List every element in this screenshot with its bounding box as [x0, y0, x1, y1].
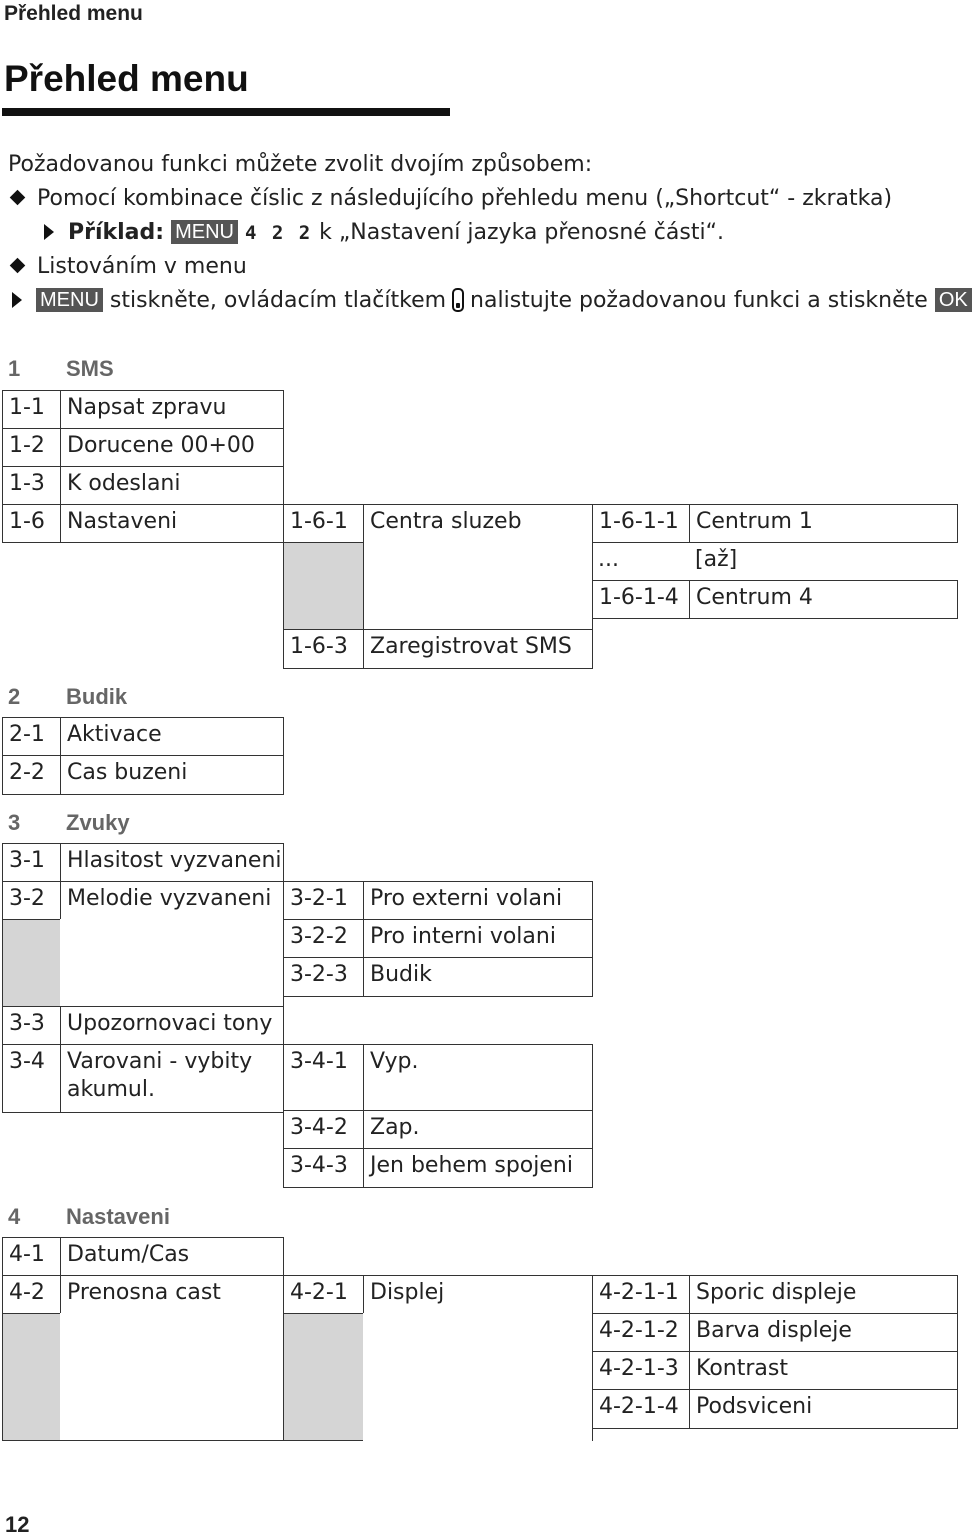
menu-item: Datum/Cas [60, 1237, 284, 1276]
menu-item: Barva displeje [689, 1313, 958, 1352]
blank-cell [363, 1313, 593, 1441]
menu-code: 4-2-1-3 [592, 1351, 690, 1390]
ok-key-icon: OK [935, 288, 972, 312]
menu-item: Aktivace [60, 717, 284, 756]
menu-item: Zap. [363, 1110, 593, 1149]
browse-step-text-1: stiskněte, ovládacím tlačítkem [109, 288, 447, 313]
arrow-step-icon [44, 224, 54, 240]
menu-code: 2-2 [2, 755, 61, 795]
diamond-bullet-icon [10, 258, 26, 274]
navigation-key-icon [452, 288, 464, 312]
menu-item: Napsat zpravu [60, 390, 284, 429]
menu-code: 1-6-1-4 [592, 580, 690, 619]
menu-code: 1-2 [2, 428, 61, 467]
bullet-shortcut [8, 182, 892, 216]
diamond-bullet-icon [10, 190, 26, 206]
menu-item: Centrum 4 [689, 580, 958, 619]
example-digits: 4 2 2 [244, 222, 313, 244]
menu-code: 4-2-1-4 [592, 1389, 690, 1429]
bullet-shortcut-text: Pomocí kombinace číslic z následujícího přehledu menu („Shortcut“ - zkratka) [37, 186, 893, 211]
title-underline [2, 108, 450, 116]
menu-code: 4-2-1-2 [592, 1313, 690, 1352]
menu-code: 1-1 [2, 390, 61, 429]
menu-item: [až] [695, 547, 738, 572]
menu-code: 3-2-3 [283, 957, 364, 997]
menu-code: 3-4-1 [283, 1044, 364, 1111]
page-number: 12 [5, 1512, 30, 1537]
menu-item: K odeslani [60, 466, 284, 505]
menu-item: Pro externi volani [363, 881, 593, 920]
section-title-budik: Budik [66, 684, 128, 709]
menu-item [60, 1044, 284, 1113]
section-title-nastaveni: Nastaveni [66, 1204, 170, 1229]
menu-item: Dorucene 00+00 [60, 428, 284, 467]
menu-item: Sporic displeje [689, 1275, 958, 1314]
menu-item: Hlasitost vyzvaneni [60, 843, 284, 882]
section-number: 3 [8, 810, 21, 835]
arrow-step-icon [12, 292, 22, 308]
menu-code: 3-3 [2, 1006, 61, 1045]
section-title-sms: SMS [66, 356, 114, 381]
menu-code: 3-4-3 [283, 1148, 364, 1188]
menu-key-icon: MENU [36, 288, 103, 312]
menu-item: Zaregistrovat SMS [363, 629, 593, 669]
gray-filler [283, 1313, 364, 1441]
menu-item: Budik [363, 957, 593, 997]
menu-code: 3-4-2 [283, 1110, 364, 1149]
menu-code: 3-1 [2, 843, 61, 882]
browse-step-text-2: nalistujte požadovanou funkci a stiskněte [470, 288, 928, 313]
menu-item: Centrum 1 [689, 504, 958, 543]
section-number: 4 [8, 1204, 21, 1229]
menu-key-icon: MENU [171, 220, 238, 244]
menu-code: 4-2 [2, 1275, 61, 1314]
menu-item: Displej [363, 1275, 593, 1314]
blank-cell [60, 919, 284, 1007]
menu-code: 3-2-2 [283, 919, 364, 958]
menu-code: 3-2-1 [283, 881, 364, 920]
example-line [40, 216, 724, 250]
bullet-browse-text: Listováním v menu [37, 254, 247, 279]
menu-item: Pro interni volani [363, 919, 593, 958]
menu-code: 4-2-1-1 [592, 1275, 690, 1314]
menu-code: 1-3 [2, 466, 61, 505]
menu-item: Melodie vyzvaneni [60, 881, 284, 920]
example-text: k „Nastavení jazyka přenosné části“. [319, 220, 724, 245]
menu-item: Centra sluzeb [363, 504, 593, 543]
menu-code: 1-6-1-1 [592, 504, 690, 543]
menu-item: Upozornovaci tony [60, 1006, 284, 1045]
section-title-zvuky: Zvuky [66, 810, 130, 835]
menu-code: 4-2-1 [283, 1275, 364, 1314]
intro-text: Požadovanou funkci můžete zvolit dvojím způsobem: [8, 152, 593, 177]
menu-code: 1-6 [2, 504, 61, 543]
menu-item: Podsviceni [689, 1389, 958, 1429]
gray-filler [283, 542, 364, 630]
menu-item: Prenosna cast [60, 1275, 284, 1314]
browse-step-line [8, 284, 972, 318]
gray-filler [2, 919, 61, 1007]
menu-item: Vyp. [363, 1044, 593, 1111]
blank-cell [363, 542, 593, 630]
menu-code: 1-6-3 [283, 629, 364, 669]
example-label: Příklad: [68, 220, 165, 245]
menu-code: 3-4 [2, 1044, 61, 1113]
menu-item: Cas buzeni [60, 755, 284, 795]
menu-code: 4-1 [2, 1237, 61, 1276]
menu-code: 1-6-1 [283, 504, 364, 543]
menu-item: Jen behem spojeni [363, 1148, 593, 1188]
menu-item-line: Varovani - vybity [67, 1049, 253, 1074]
menu-item: Kontrast [689, 1351, 958, 1390]
bullet-browse [8, 250, 247, 284]
menu-code: 3-2 [2, 881, 61, 920]
page-title: Přehled menu [4, 58, 249, 99]
running-header: Přehled menu [4, 2, 143, 25]
gray-filler [2, 1313, 61, 1441]
section-number: 1 [8, 356, 21, 381]
blank-cell [60, 1313, 284, 1441]
section-number: 2 [8, 684, 21, 709]
menu-code: 2-1 [2, 717, 61, 756]
menu-code: ... [598, 547, 619, 572]
menu-item-line: akumul. [67, 1077, 155, 1102]
menu-item: Nastaveni [60, 504, 284, 543]
